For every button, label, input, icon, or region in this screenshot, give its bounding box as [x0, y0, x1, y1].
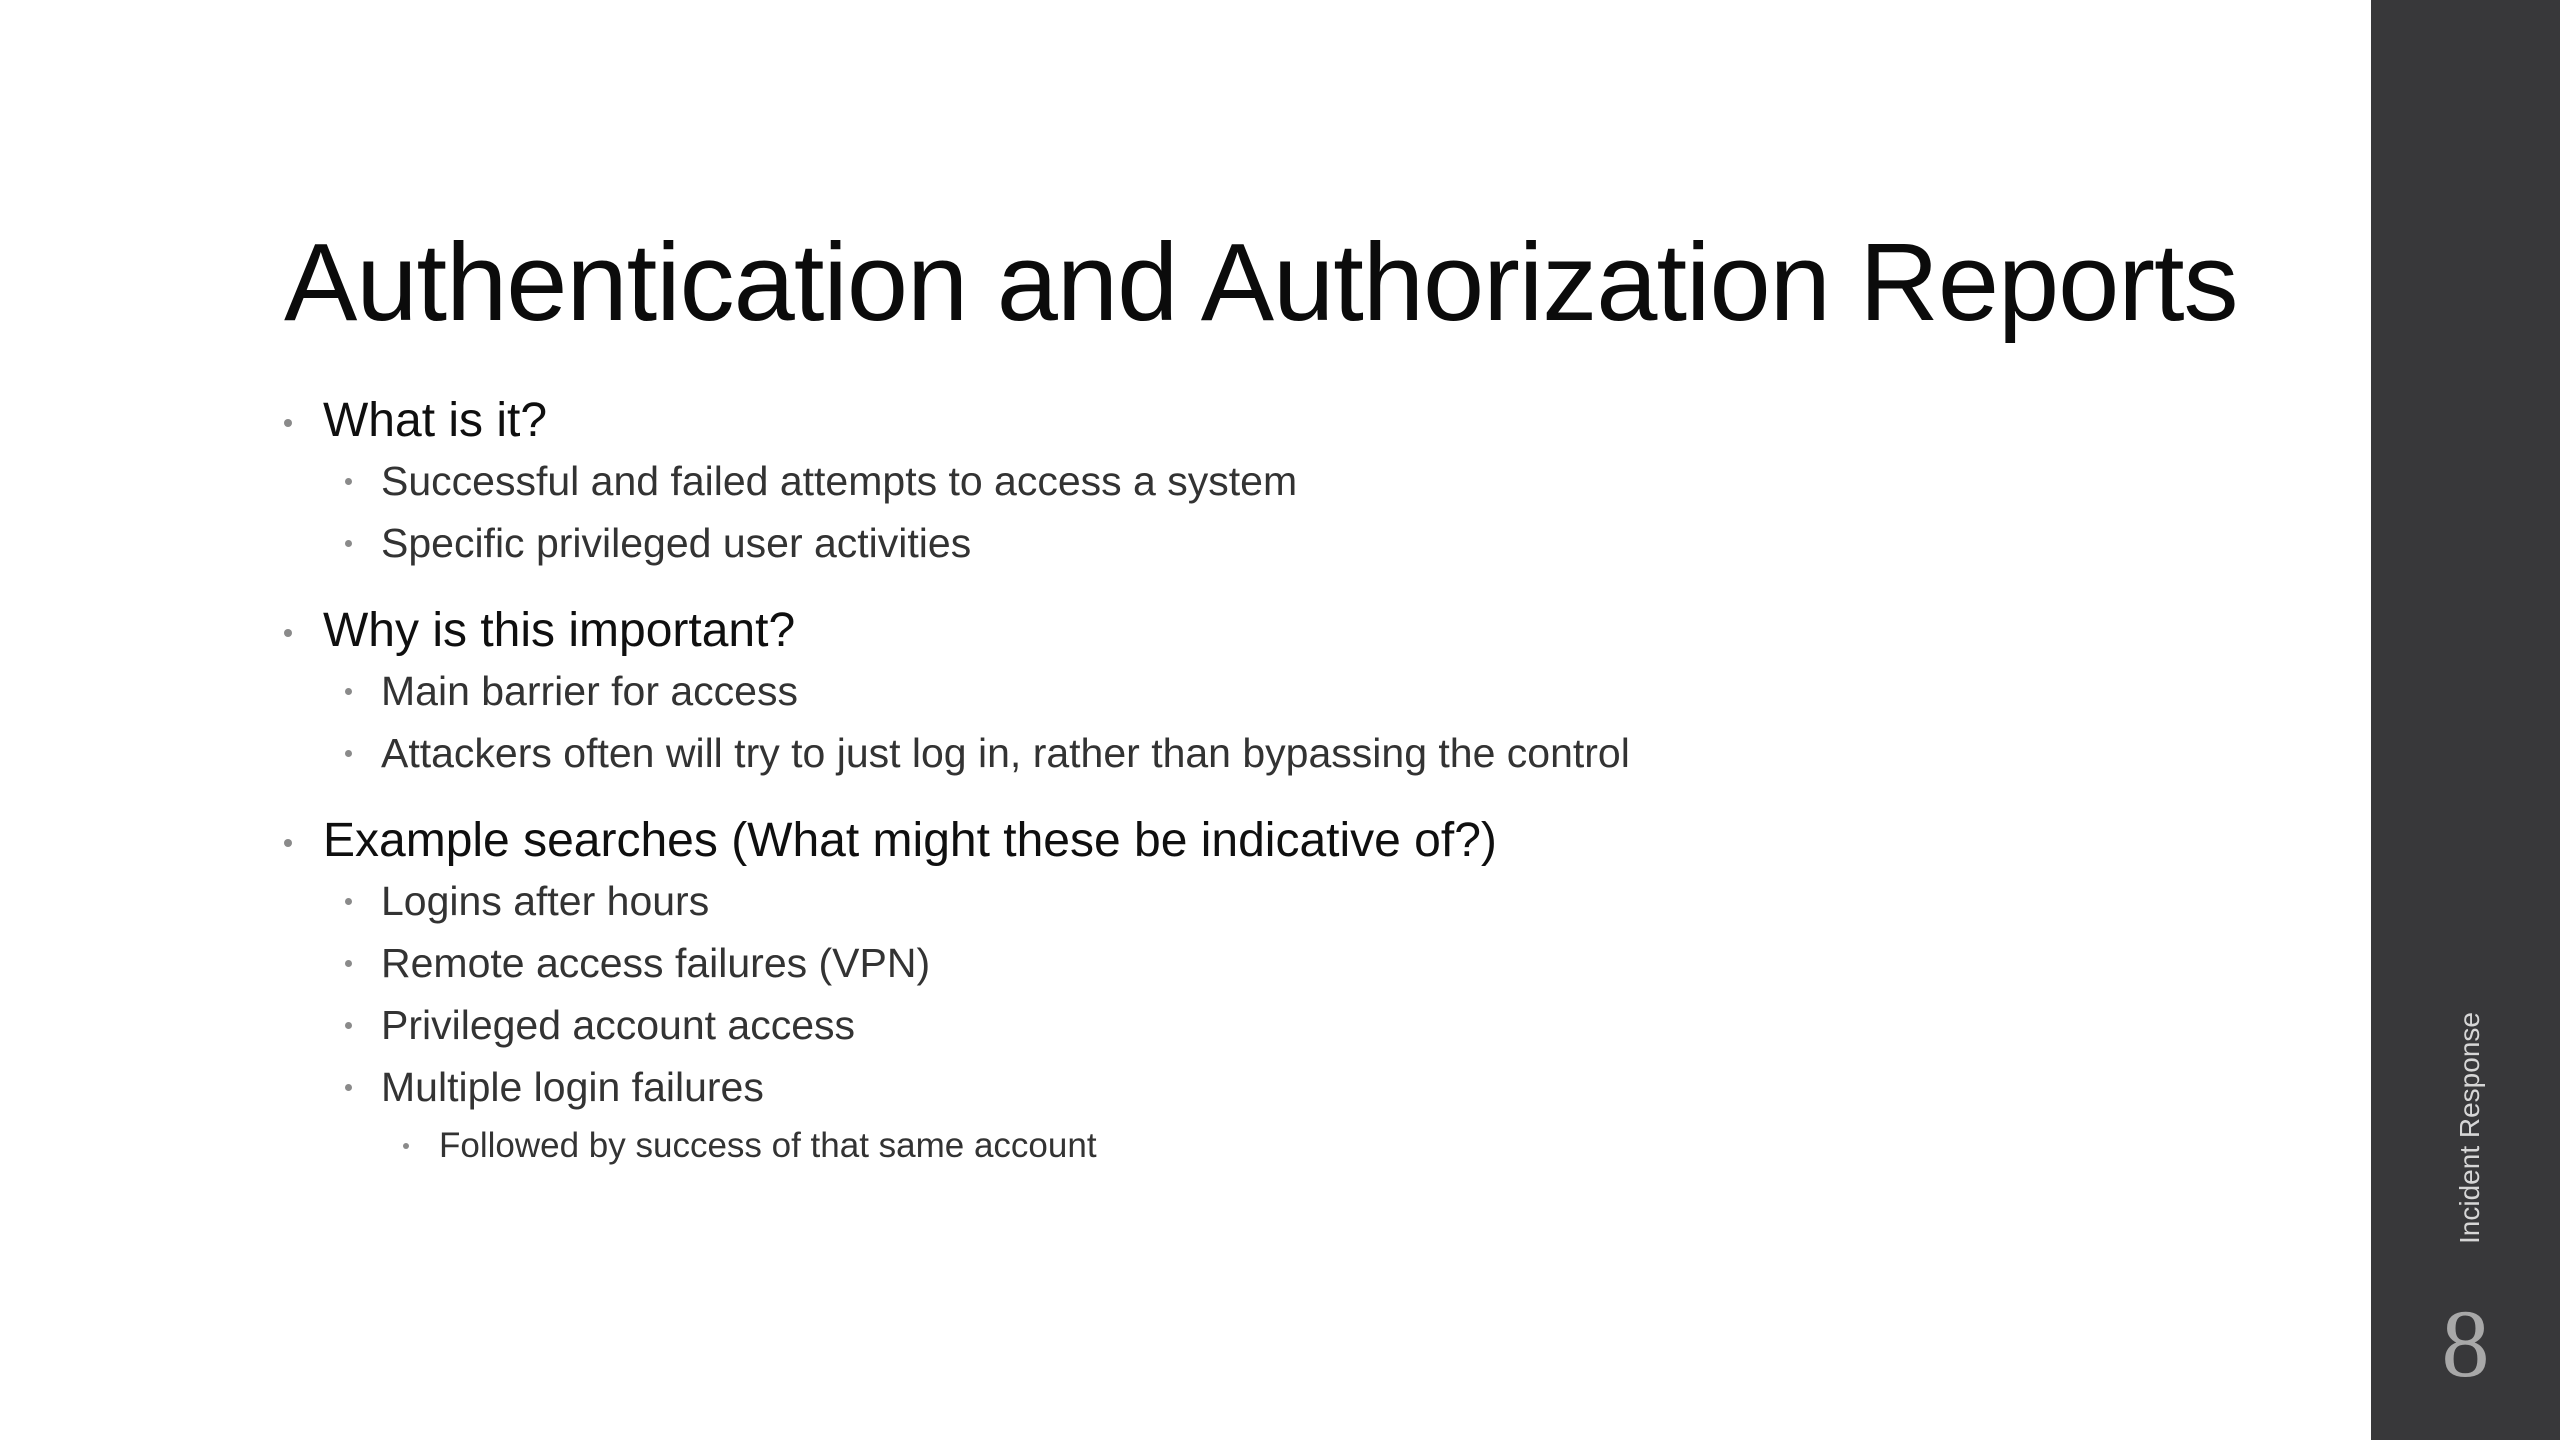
- slide-title: Authentication and Authorization Reports: [284, 221, 2238, 344]
- sub-sub-bullet-list: [381, 1118, 2184, 1174]
- sub-bullet-text: Remote access failures (VPN): [381, 940, 931, 986]
- sub-sub-bullet-text: Followed by success of that same account: [439, 1126, 1097, 1165]
- sub-bullet-text: Privileged account access: [381, 1002, 856, 1048]
- sub-bullet-item: [323, 722, 2184, 784]
- bullet-list: [284, 392, 2184, 1174]
- sub-bullet-item: [323, 870, 2184, 932]
- sub-bullet-text: Main barrier for access: [381, 668, 798, 714]
- sub-bullet-text: Logins after hours: [381, 878, 710, 924]
- sub-bullet-item: [323, 660, 2184, 722]
- sub-bullet-text: Multiple login failures: [381, 1064, 764, 1110]
- sub-bullet-item: [323, 512, 2184, 574]
- sub-bullet-list: [323, 450, 2184, 574]
- slide-body: [284, 392, 2184, 1202]
- sub-bullet-list: [323, 660, 2184, 784]
- bullet-item-why-important: [284, 602, 2184, 784]
- sub-bullet-item: [323, 450, 2184, 512]
- bullet-item-example-searches: [284, 812, 2184, 1174]
- sub-bullet-item: [323, 932, 2184, 994]
- sub-sub-bullet-item: [381, 1118, 2184, 1174]
- sub-bullet-item: [323, 1056, 2184, 1174]
- bullet-item-what-is-it: [284, 392, 2184, 574]
- sub-bullet-item: [323, 994, 2184, 1056]
- bullet-text: Why is this important?: [323, 604, 796, 657]
- sub-bullet-list: [323, 870, 2184, 1174]
- sub-bullet-text: Successful and failed attempts to access a system: [381, 458, 1298, 504]
- bullet-text: What is it?: [323, 394, 548, 447]
- bullet-text: Example searches (What might these be indicative of?): [323, 814, 1497, 867]
- sub-bullet-text: Specific privileged user activities: [381, 520, 972, 566]
- section-label: Incident Response: [2454, 1012, 2485, 1244]
- slide-number: 8: [2441, 1290, 2490, 1397]
- sub-bullet-text: Attackers often will try to just log in, rather than bypassing the control: [381, 730, 1630, 776]
